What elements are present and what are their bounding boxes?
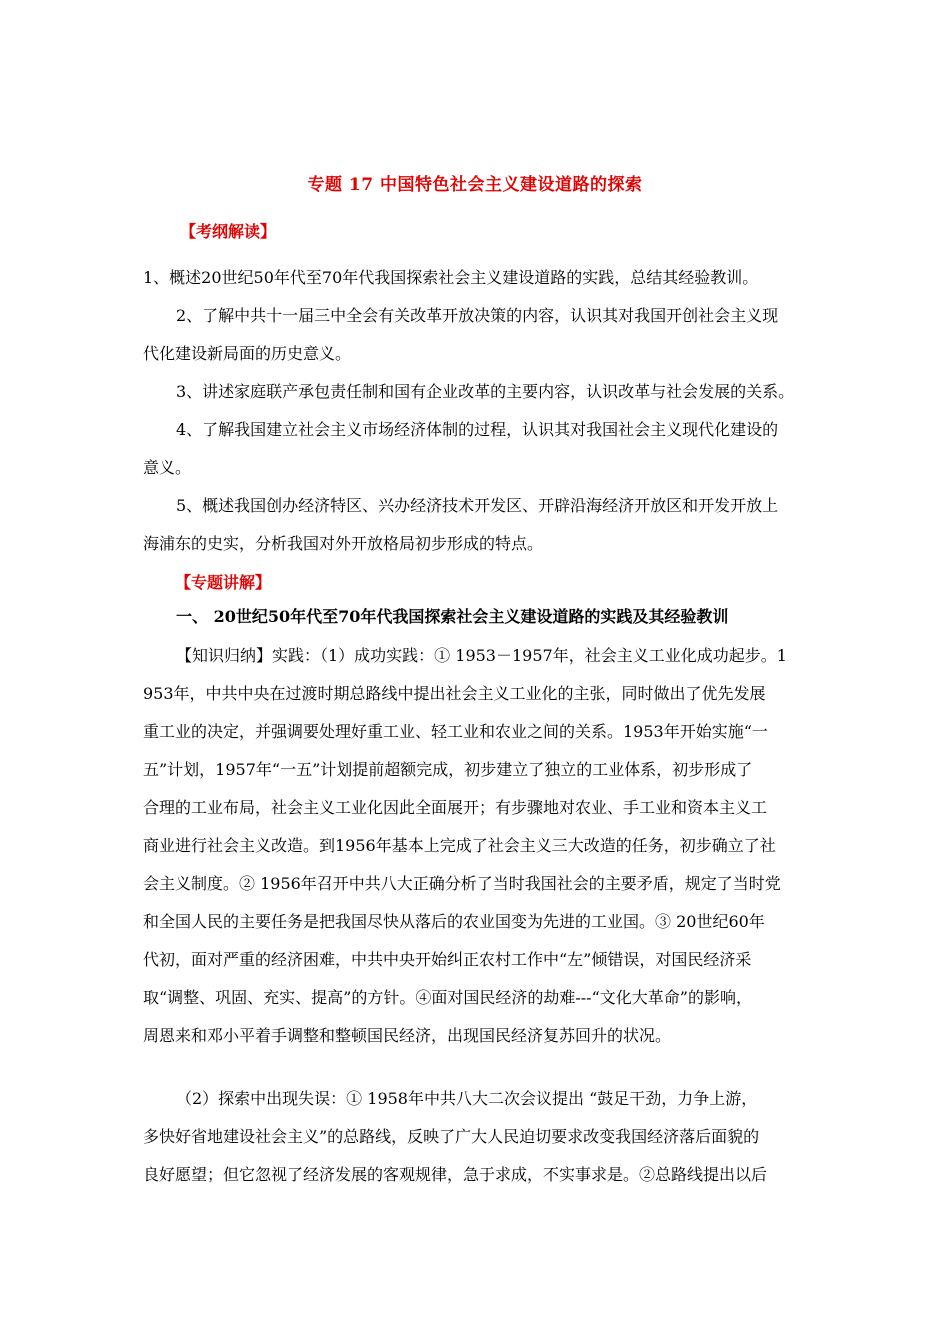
paragraph-line: 五”计划，1957年“一五”计划提前超额完成，初步建立了独立的工业体系，初步形成了 [143, 760, 753, 779]
paragraph-line: 953年，中共中央在过渡时期总路线中提出社会主义工业化的主张，同时做出了优先发展 [143, 684, 766, 703]
kaogang-item: 海浦东的史实，分析我国对外开放格局初步形成的特点。 [143, 534, 544, 553]
section1-heading-text: 一、 20世纪50年代至70年代我国探索社会主义建设道路的实践及其经验教训 [176, 607, 729, 626]
paragraph-line: 会主义制度。② 1956年召开中共八大正确分析了当时我国社会的主要矛盾，规定了当时党 [143, 874, 781, 893]
section1-heading [176, 598, 816, 636]
kaogang-heading: 【考纲解读】 [180, 222, 277, 241]
kaogang-item: 5、概述我国创办经济特区、兴办经济技术开发区、开辟沿海经济开放区和开发开放上 [176, 496, 779, 515]
paragraph-line: 代初，面对严重的经济困难，中共中央开始纠正农村工作中“左”倾错误，对国民经济采 [143, 950, 752, 969]
paragraph-line: 【知识归纳】实践：（1）成功实践：① 1953－1957年，社会主义工业化成功起步。1 [176, 646, 787, 665]
paragraph-line: 良好愿望；但它忽视了经济发展的客观规律，急于求成，不实事求是。②总路线提出以后 [143, 1165, 768, 1184]
paragraph-line: 周恩来和邓小平着手调整和整顿国民经济，出现国民经济复苏回升的状况。 [143, 1026, 672, 1045]
kaogang-item: 3、讲述家庭联产承包责任制和国有企业改革的主要内容，认识改革与社会发展的关系。 [176, 382, 795, 401]
kaogang-list [143, 259, 808, 563]
kaogang-item: 2、了解中共十一届三中全会有关改革开放决策的内容，认识其对我国开创社会主义现 [176, 306, 779, 325]
paragraph-line: 重工业的决定，并强调要处理好重工业、轻工业和农业之间的关系。1953年开始实施“一 [143, 722, 768, 741]
page-title: 专题 17 中国特色社会主义建设道路的探索 [307, 175, 643, 195]
paragraph-line: 商业进行社会主义改造。到1956年基本上完成了社会主义三大改造的任务，初步确立了社 [143, 836, 776, 855]
paragraph-1 [143, 637, 808, 1055]
paragraph-line: 多快好省地建设社会主义”的总路线，反映了广大人民迫切要求改变我国经济落后面貌的 [143, 1127, 760, 1146]
kaogang-item: 代化建设新局面的历史意义。 [143, 344, 352, 363]
paragraph-line: 取“调整、巩固、充实、提高”的方针。④面对国民经济的劫难---“文化大革命”的影响， [143, 988, 752, 1007]
paragraph-line: 和全国人民的主要任务是把我国尽快从落后的农业国变为先进的工业国。③ 20世纪60年 [143, 912, 765, 931]
paragraph-line: （2）探索中出现失误：① 1958年中共八大二次会议提出 “鼓足干劲，力争上游， [176, 1089, 758, 1108]
kaogang-item: 4、了解我国建立社会主义市场经济体制的过程，认识其对我国社会主义现代化建设的 [176, 420, 779, 439]
zhuanti-heading: 【专题讲解】 [175, 573, 272, 592]
kaogang-item: 意义。 [143, 458, 192, 477]
kaogang-item: 1、概述20世纪50年代至70年代我国探索社会主义建设道路的实践，总结其经验教训。 [143, 268, 759, 287]
paragraph-2 [143, 1080, 808, 1194]
paragraph-line: 合理的工业布局，社会主义工业化因此全面展开；有步骤地对农业、手工业和资本主义工 [143, 798, 768, 817]
